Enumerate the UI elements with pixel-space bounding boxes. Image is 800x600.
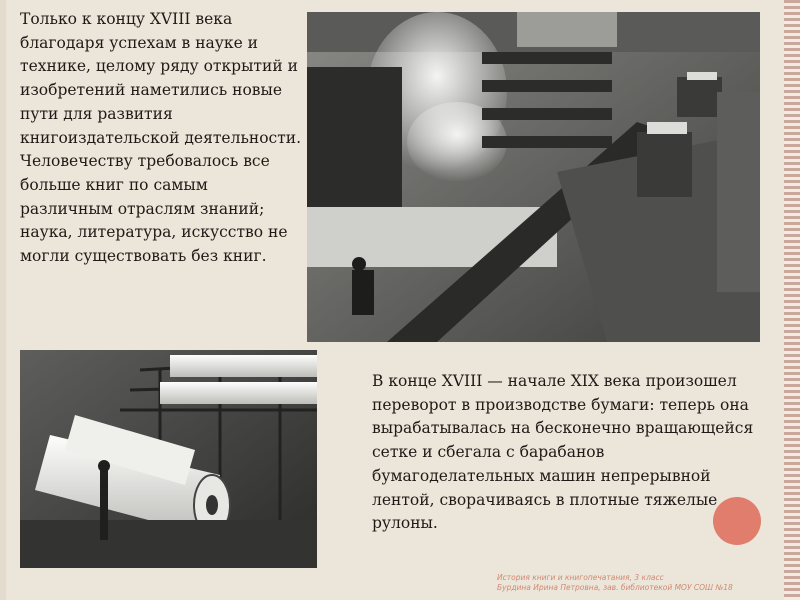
footer-course-line: История книги и книгопечатания, 3 класс [497,573,664,582]
decorative-circle [713,497,761,545]
paragraph-bottom-right: В конце XVIII — начале XIX века произошел переворот в производстве бумаги: теперь она вырабатывалась на бесконечно вращающейся сетке и сбегала с барабанов бумагоделательных машин непрерывной лентой, сворачиваясь в плотные тяжелые рулоны. [372,372,754,533]
paper-mill-photo [307,12,760,342]
paragraph-top-left: Только к концу XVIII века благодаря успехам в науке и технике, целому ряду открытий и изобретений наметились новые пути для развития книгоиздательской деятельности. Человечеству требовалось все больше книг по самым различным отраслям знаний; наука, литература, искусство не могли существовать без книг. [20,10,302,266]
paper-machine-rolls-photo [20,350,317,568]
footer-credits [497,573,777,593]
decorative-right-border [784,0,800,600]
left-border [0,0,6,600]
footer-author-line: Бурдина Ирина Петровна, зав. библиотекой МОУ СОШ №18 [497,583,733,592]
